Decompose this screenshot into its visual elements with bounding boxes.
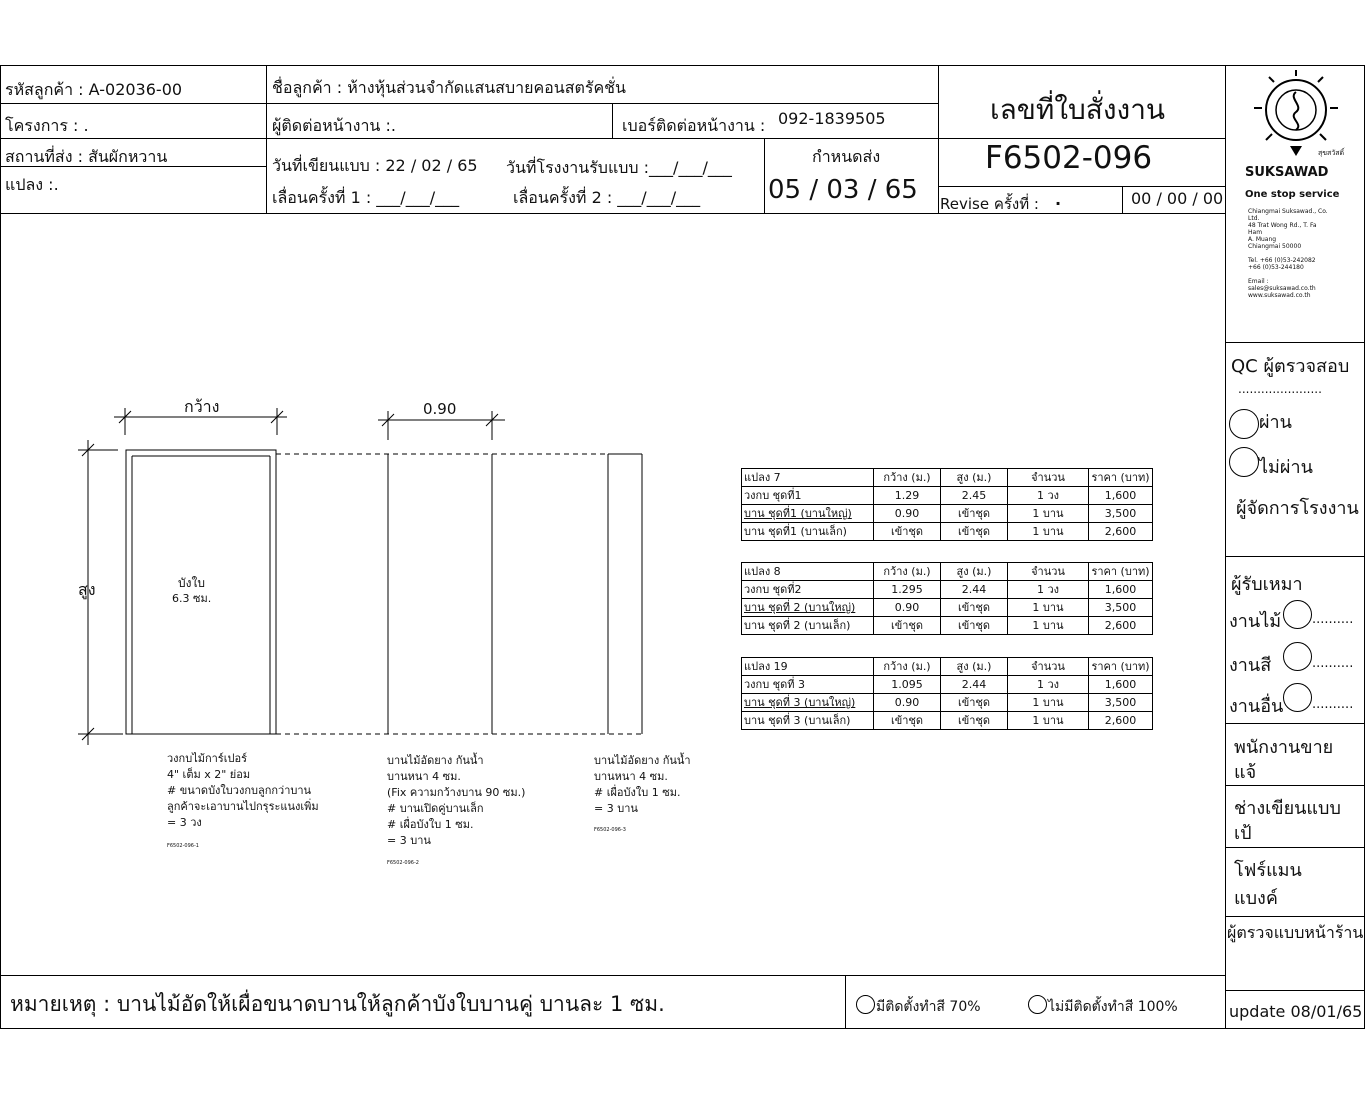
site-phone: 092-1839505 — [778, 109, 886, 128]
address-line: Tel. +66 (0)53-242082 — [1248, 257, 1316, 264]
address-line: Ham — [1248, 229, 1263, 236]
table-row: บาน ชุดที่ 2 (บานเล็ก) เข้าชุด เข้าชุด 1 บาน 2,600 — [742, 617, 1153, 635]
option1-label: มีติดตั้งทำสี 70% — [876, 999, 981, 1015]
footer-line — [0, 975, 1225, 976]
frame-note-code: F6502-096-1 — [167, 843, 199, 849]
cover-label: บังใบ — [178, 576, 205, 590]
header-line — [938, 186, 1225, 187]
table-row: วงกบ ชุดที่2 1.295 2.44 1 วง 1,600 — [742, 581, 1153, 599]
width-value: 0.90 — [423, 400, 457, 418]
header-divider — [938, 65, 939, 213]
height-label: สูง — [78, 580, 96, 599]
frame-note: วงกบไม้การ์เปอร์ 4" เต็ม x 2" ย่อม # ขนาดบังใบวงกบลูกกว่าบาน ลูกค้าจะเอาบานไปกรุระแนงเพิ่ม = 3 วง — [167, 752, 319, 829]
customer-name: ชื่อลูกค้า : ห้างหุ้นส่วนจำกัดแสนสบายคอนสตรัคชั่น — [272, 78, 626, 97]
other-work-dots: .......... — [1312, 697, 1354, 712]
drafter-label: ช่างเขียนแบบ — [1234, 798, 1341, 819]
header-line — [0, 213, 1225, 214]
address-line: sales@suksawad.co.th — [1248, 285, 1316, 292]
wood-work-dots: .......... — [1312, 612, 1354, 627]
paint-work-label: งานสี — [1229, 655, 1272, 676]
table-row: บาน ชุดที่1 (บานเล็ก) เข้าชุด เข้าชุด 1 บาน 2,600 — [742, 523, 1153, 541]
postpone-1: เลื่อนครั้งที่ 1 : ___/___/___ — [272, 188, 460, 207]
revise-value: . — [1055, 190, 1062, 209]
sidebar-line — [1225, 723, 1365, 724]
foreman-label: โฟร์แมน — [1234, 860, 1302, 881]
pass-label: ผ่าน — [1259, 412, 1292, 433]
header-divider — [266, 65, 267, 213]
logo-thai-text: สุขสวัสดิ์ — [1318, 149, 1345, 157]
table-row: บาน ชุดที่ 3 (บานใหญ่) 0.90 เข้าชุด 1 บาน 3,500 — [742, 694, 1153, 712]
sidebar-line — [1225, 556, 1365, 557]
paint-work-dots: .......... — [1312, 656, 1354, 671]
header-divider — [1122, 186, 1123, 213]
table-header-row: แปลง 19 กว้าง (ม.) สูง (ม.) จำนวน ราคา (บาท) — [742, 658, 1153, 676]
foreman-name: แบงค์ — [1234, 888, 1278, 909]
factory-date: วันที่โรงงานรับแบบ :___/___/___ — [506, 158, 732, 177]
address-line: +66 (0)53-244180 — [1248, 264, 1304, 271]
sales-name: แจ้ — [1234, 762, 1257, 783]
site-contact: ผู้ติดต่อหน้างาน :. — [272, 116, 396, 135]
qc-dots: ...................... — [1238, 382, 1322, 396]
wood-work-checkbox[interactable] — [1283, 600, 1312, 629]
pass-checkbox[interactable] — [1229, 409, 1259, 439]
revise-label: Revise ครั้งที่ : — [940, 195, 1039, 213]
address-line: Email : — [1248, 278, 1269, 285]
other-work-label: งานอื่น — [1229, 696, 1284, 717]
address-line: A. Muang — [1248, 236, 1277, 243]
address-line: Chiangmai 50000 — [1248, 243, 1302, 250]
table-row: บาน ชุดที่ 2 (บานใหญ่) 0.90 เข้าชุด 1 บาน 3,500 — [742, 599, 1153, 617]
update-date: update 08/01/65 — [1229, 1002, 1363, 1021]
spec-table-plot-8 — [741, 562, 1153, 635]
company-name: SUKSAWAD — [1245, 165, 1329, 180]
customer-code: รหัสลูกค้า : A-02036-00 — [5, 80, 183, 99]
sidebar-line — [1225, 916, 1365, 917]
order-title: เลขที่ใบสั่งงาน — [990, 93, 1166, 126]
sales-label: พนักงานขาย — [1234, 737, 1334, 758]
address-line — [1248, 271, 1328, 278]
postpone-2: เลื่อนครั้งที่ 2 : ___/___/___ — [513, 188, 701, 207]
option2-label: ไม่มีติดตั้งทำสี 100% — [1048, 999, 1178, 1015]
remark: หมายเหตุ : บานไม้อัดให้เผื่อขนาดบานให้ลูกค้าบังใบบานคู่ บานละ 1 ซม. — [10, 992, 665, 1016]
drawing-date: วันที่เขียนแบบ : 22 / 02 / 65 — [272, 156, 478, 175]
width-label: กว้าง — [184, 397, 220, 416]
address-line: Chiangmai Suksawad., Co. — [1248, 208, 1328, 215]
option2-checkbox[interactable] — [1028, 995, 1047, 1014]
header-line — [0, 138, 1225, 139]
fail-label: ไม่ผ่าน — [1259, 457, 1313, 478]
small-door-note: บานไม้อัดยาง กันน้ำ บานหนา 4 ซม. # เผื่อบังใบ 1 ซม. = 3 บาน — [594, 754, 691, 815]
sidebar-line — [1225, 990, 1365, 991]
door-note-code: F6502-096-2 — [387, 860, 419, 866]
fail-checkbox[interactable] — [1229, 447, 1259, 477]
cover-value: 6.3 ซม. — [172, 592, 212, 605]
qc-label: QC ผู้ตรวจสอบ — [1231, 356, 1350, 377]
shop-checker-label: ผู้ตรวจแบบหน้าร้าน — [1227, 923, 1364, 942]
company-address — [1248, 208, 1328, 299]
header-divider — [612, 103, 613, 138]
plot: แปลง :. — [5, 175, 59, 194]
paint-work-checkbox[interactable] — [1283, 642, 1312, 671]
due-date: 05 / 03 / 65 — [768, 175, 918, 205]
address-line: Ltd. — [1248, 215, 1260, 222]
company-tagline: One stop service — [1245, 189, 1340, 200]
small-door-note-code: F6502-096-3 — [594, 827, 626, 833]
spec-table-plot-7 — [741, 468, 1153, 541]
table-header-row: แปลง 8 กว้าง (ม.) สูง (ม.) จำนวน ราคา (บาท) — [742, 563, 1153, 581]
table-row: บาน ชุดที่ 3 (บานเล็ก) เข้าชุด เข้าชุด 1 บาน 2,600 — [742, 712, 1153, 730]
address-line: www.suksawad.co.th — [1248, 292, 1311, 299]
project: โครงการ : . — [5, 116, 89, 135]
table-row: วงกบ ชุดที่ 3 1.095 2.44 1 วง 1,600 — [742, 676, 1153, 694]
door-note: บานไม้อัดยาง กันน้ำ บานหนา 4 ซม. (Fix ความกว้างบาน 90 ซม.) # บานเปิดคู่บานเล็ก # เผื่อบังใบ 1 ซม. = 3 บาน — [387, 754, 526, 847]
address-line — [1248, 250, 1328, 257]
site-phone-label: เบอร์ติดต่อหน้างาน : — [622, 116, 766, 135]
spec-table-plot-19 — [741, 657, 1153, 730]
table-row: วงกบ ชุดที่1 1.29 2.45 1 วง 1,600 — [742, 487, 1153, 505]
header-line — [0, 103, 938, 104]
sidebar-line — [1225, 342, 1365, 343]
sidebar-line — [1225, 847, 1365, 848]
footer-divider — [845, 975, 846, 1029]
drafter-name: เป้ — [1234, 823, 1252, 844]
delivery-place: สถานที่ส่ง : สันผักหวาน — [5, 147, 168, 166]
order-number: F6502-096 — [985, 140, 1153, 176]
address-line: 48 Trat Wong Rd., T. Fa — [1248, 222, 1317, 229]
header-divider — [764, 138, 765, 213]
revise-date: 00 / 00 / 00 — [1131, 189, 1224, 208]
factory-manager-label: ผู้จัดการโรงงาน — [1236, 498, 1359, 519]
other-work-checkbox[interactable] — [1283, 683, 1312, 712]
option1-checkbox[interactable] — [856, 995, 875, 1014]
table-header-row: แปลง 7 กว้าง (ม.) สูง (ม.) จำนวน ราคา (บาท) — [742, 469, 1153, 487]
contractor-label: ผู้รับเหมา — [1231, 574, 1303, 595]
due-label: กำหนดส่ง — [812, 147, 881, 166]
table-row: บาน ชุดที่1 (บานใหญ่) 0.90 เข้าชุด 1 บาน 3,500 — [742, 505, 1153, 523]
sidebar-divider — [1225, 65, 1226, 1029]
door-drawing — [70, 395, 670, 755]
wood-work-label: งานไม้ — [1229, 611, 1282, 632]
